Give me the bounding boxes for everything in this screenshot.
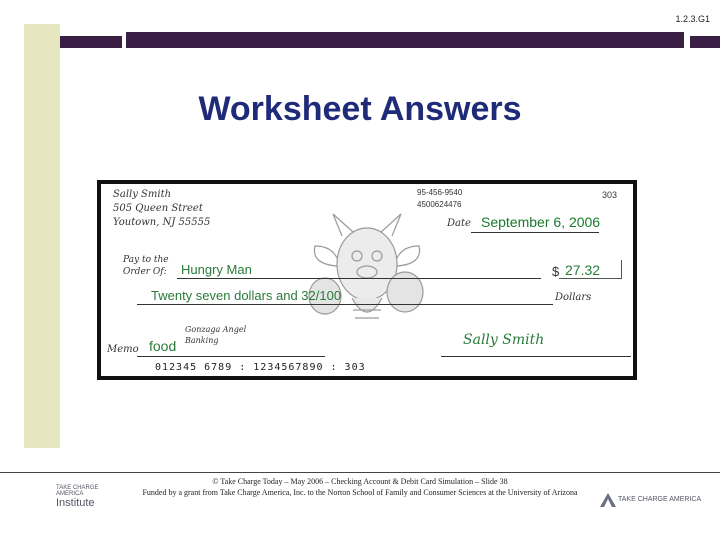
routing-numbers	[417, 187, 462, 211]
payee-line	[177, 278, 541, 279]
signature-line	[441, 356, 631, 357]
slide-id: 1.2.3.G1	[675, 14, 710, 24]
micr-line: 012345 6789 : 1234567890 : 303	[155, 362, 366, 373]
footer-line-1: © Take Charge Today – May 2006 – Checking Account & Debit Card Simulation – Slide 38	[212, 477, 508, 486]
signature: Sally Smith	[463, 332, 545, 348]
decorative-side-bar	[24, 24, 60, 448]
payer-street: 505 Queen Street	[113, 203, 203, 214]
payer-city: Youtown, NJ 55555	[113, 217, 211, 228]
bank-name	[185, 324, 246, 346]
memo-value: food	[149, 338, 177, 354]
check-face	[101, 184, 633, 376]
date-label: Date	[447, 218, 471, 229]
institute-logo	[56, 485, 122, 507]
check-image	[97, 180, 637, 380]
memo-line	[137, 356, 325, 357]
amount-in-words: Twenty seven dollars and 32/100	[151, 288, 342, 303]
payto-label-line1: Pay to the	[123, 255, 169, 265]
institute-logo-top: TAKE CHARGE AMERICA	[56, 485, 99, 497]
dollar-sign: $	[552, 264, 560, 279]
institute-logo-main: Institute	[56, 497, 95, 509]
payto-label-line2: Order Of:	[123, 267, 167, 277]
piggy-bank-watermark-icon	[297, 206, 437, 336]
footer-line-2: Funded by a grant from Take Charge America, Inc. to the Norton School of Family and Consumer Sciences at the University of Arizona	[142, 488, 578, 497]
bank-name-line2: Banking	[185, 336, 219, 345]
bank-name-line1: Gonzaga Angel	[185, 325, 247, 334]
decorative-top-bar-left	[60, 36, 122, 48]
payto-label	[123, 254, 169, 278]
memo-label: Memo	[107, 344, 139, 355]
routing-number-2: 4500624476	[417, 200, 462, 209]
footer-divider	[0, 472, 720, 473]
take-charge-america-logo	[600, 493, 702, 513]
payer-address	[113, 188, 210, 230]
payee-name: Hungry Man	[181, 262, 252, 277]
tca-logo-mark-icon	[600, 493, 616, 507]
amount-words-line	[137, 304, 553, 305]
page-title: Worksheet Answers	[198, 90, 522, 128]
decorative-top-bar-tail	[690, 36, 720, 48]
date-value: September 6, 2006	[481, 214, 601, 230]
routing-number-1: 95-456-9540	[417, 188, 463, 197]
check-number: 303	[601, 190, 617, 200]
decorative-top-bar	[126, 32, 684, 48]
date-line	[471, 232, 599, 233]
payer-name: Sally Smith	[113, 189, 172, 200]
tca-logo-text: TAKE CHARGE AMERICA	[618, 496, 702, 503]
dollars-label: Dollars	[555, 292, 592, 303]
amount-value: 27.32	[565, 262, 601, 278]
